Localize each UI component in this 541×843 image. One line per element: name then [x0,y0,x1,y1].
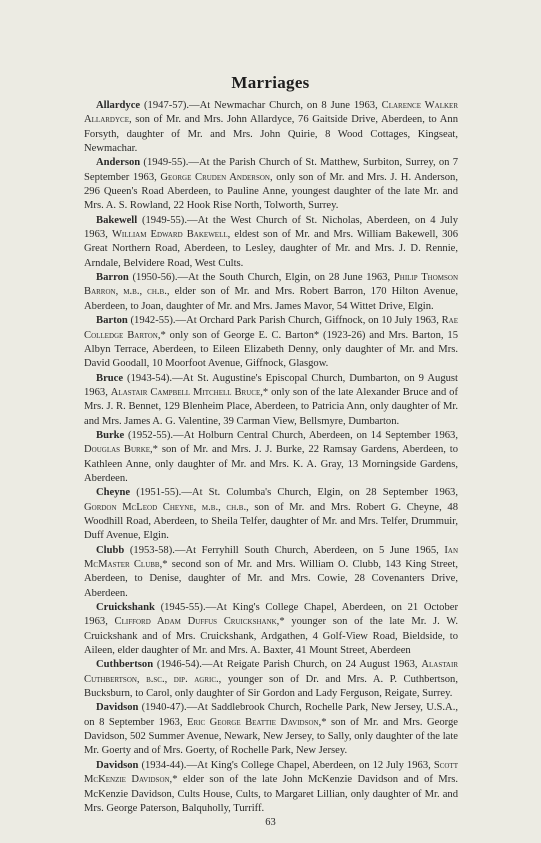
entry-details: , elder son of Mr. and Mrs. Robert Barron, 170 Hilton Avenue, Aberdeen, to Joan, daughter of Mr. and Mrs. James Mavor, 54 Wittet Drive, Elgin. [84,286,459,312]
entry-details: , younger son of Dr. and Mrs. A. P. Cuthbertson, Bucksburn, to Carol, only daughter of Sir Gordon and Lady Ferguson, Reigate, Surrey. [84,673,458,700]
marriage-entry [84,271,458,314]
entry-surname: Burke [96,429,125,441]
entry-details: elder son of the late John McKenzie Davidson and of Mrs. McKenzie Davidson, Cults House, Cults, to Margaret Lillian, only daughter of Mr. and Mrs. George Paterson, Balquholly, Turriff. [84,774,459,814]
entry-details: , eldest son of Mr. and Mrs. William Bakewell, 306 Great Northern Road, Aberdeen, to Lesley, daughter of Mr. and Mrs. J. D. Rennie, Arndale, Belvidere Road, West Cults. [84,229,459,269]
entry-groom-name: George Cruden Anderson [160,171,270,183]
page-number: 63 [265,817,276,828]
entry-dates-and-venue: (1943-54).—At St. Augustine's Episcopal Church, Dumbarton, on 9 August 1963, [84,372,458,398]
entry-surname: Allardyce [96,100,141,111]
entry-dates-and-venue: (1949-55).—At the Parish Church of St. Matthew, Surbiton, Surrey, on 7 September 1963, [84,157,458,183]
entry-groom-name: Alastair Campbell Mitchell Bruce,* [110,386,269,398]
entry-surname: Cheyne [96,487,131,499]
entry-details: only son of George E. C. Barton* (1923-26) and Mrs. Barton, 15 Albyn Terrace, Aberdeen, to Eileen Elizabeth Denny, only daughter of Mr. and Mrs. David Goodall, 10 Moorfoot Avenue, Giffnock, Glasgow. [84,329,458,370]
marriage-entry [84,214,458,271]
marriage-entry [84,372,458,429]
entry-surname: Cuthbertson [96,659,154,671]
entry-details: younger son of the late Mr. J. W. Cruickshank and of Mrs. Cruickshank, Ardgathen, 4 Golf-View Road, Bieldside, to Aileen, elder daughter of Mr. and Mrs. A. Baxter, 41 Mount Street, Aberdeen [84,616,458,657]
entry-details: son of Mr. and Mrs. George Davidson, 502 Summer Avenue, Newark, New Jersey, to Sally, only daughter of the late Mr. Goerty and of Mrs. Goerty, of Rochelle Park, New Jersey. [84,716,459,757]
entry-groom-name: Eric George Beattie Davidson,* [186,716,327,728]
entry-surname: Anderson [96,157,141,169]
entry-surname: Davidson [96,759,139,771]
entry-groom-name: Douglas Burke,* [84,444,158,456]
entry-dates-and-venue: (1953-58).—At Ferryhill South Church, Aberdeen, on 5 June 1965, [124,544,445,556]
entry-groom-name: Ian McMaster Clubb,* [84,544,458,570]
entry-details: , son of Mr. and Mrs. Robert G. Cheyne, 48 Woodhill Road, Aberdeen, to Sheila Telfer, daughter of Mr. and Mrs. Telfer, Drummuir, Duff Avenue, Elgin. [84,501,458,542]
marriage-entry [84,701,458,758]
marriage-list [84,99,458,816]
entry-dates-and-venue: (1940-47).—At Saddlebrook Church, Rochelle Park, New Jersey, U.S.A., on 8 September 1963, [84,702,458,728]
entry-groom-name: Philip Thomson Barron, m.b., ch.b. [84,272,459,298]
entry-dates-and-venue: (1951-55).—At St. Columba's Church, Elgin, on 28 September 1963, [130,487,458,499]
marriage-entry [84,759,458,816]
entry-surname: Bakewell [96,214,138,226]
entry-surname: Davidson [96,702,139,714]
entry-surname: Clubb [96,544,125,556]
entry-details: second son of Mr. and Mrs. William O. Clubb, 143 King Street, Aberdeen, to Denise, daughter of Mr. and Mrs. Cowie, 28 Covenanters Drive, Aberdeen. [84,559,458,599]
entry-groom-name: William Edward Bakewell [111,229,228,241]
marriage-entry [84,156,458,213]
entry-dates-and-venue: (1950-56).—At the South Church, Elgin, on 28 June 1963, [128,272,394,284]
marriage-entry [84,544,458,601]
entry-surname: Barton [96,315,128,327]
entry-details: only son of the late Alexander Bruce and of Mrs. J. R. Bennet, 129 Blenheim Place, Aberdeen, to Patricia Ann, only daughter of Mr. and Mrs. James A. G. Valentine, 39 Carman View, Bellsmyre, Dumbarton. [84,386,458,427]
entry-dates-and-venue: (1947-57).—At Newmachar Church, on 8 June 1963, [140,100,382,111]
entry-dates-and-venue: (1942-55).—At Orchard Park Parish Church, Giffnock, on 10 July 1963, [127,315,442,327]
entry-groom-name: Clifford Adam Duffus Cruickshank,* [114,616,285,628]
entry-groom-name: Scott McKenzie Davidson,* [84,759,458,786]
entry-groom-name: Alastair Cuthbertson, b.sc., dip. agric. [84,659,458,685]
entry-groom-name: Clarence Walker Allardyce [84,100,458,126]
entry-dates-and-venue: (1945-55).—At King's College Chapel, Aberdeen, on 21 October 1963, [84,602,458,628]
entry-surname: Cruickshank [96,602,155,614]
entry-surname: Barron [96,272,129,284]
page-title: Marriages [231,73,310,92]
entry-details: son of Mr. and Mrs. J. J. Burke, 22 Ramsay Gardens, Aberdeen, to Kathleen Anne, only daughter of Mr. and Mrs. K. A. Gray, 13 Morningside Gardens, Aberdeen. [84,444,458,484]
entry-details: , only son of Mr. and Mrs. J. H. Anderson, 296 Queen's Road Aberdeen, to Pauline Anne, youngest daughter of the late Mr. and Mrs. A. S. Rowland, 22 Hook Rise North, Tolworth, Surrey. [84,171,458,212]
entry-dates-and-venue: (1952-55).—At Holburn Central Church, Aberdeen, on 14 September 1963, [124,429,458,441]
entry-surname: Bruce [96,372,124,384]
entry-groom-name: Gordon McLeod Cheyne, m.b., ch.b. [84,501,247,513]
marriage-entry [84,429,458,486]
marriage-entry [84,99,458,156]
marriage-entry [84,486,458,543]
marriage-entry [84,314,458,371]
marriage-entry [84,658,458,701]
entry-groom-name: Rae Colledge Barton,* [84,315,458,341]
entry-details: , son of Mr. and Mrs. John Allardyce, 76 Gaitside Drive, Aberdeen, to Ann Forsyth, daughter of Mr. and Mrs. John Quirie, 8 Wood Cottages, Kingseat, Newmachar. [84,114,458,155]
entry-dates-and-venue: (1934-44).—At King's College Chapel, Aberdeen, on 12 July 1963, [138,759,434,771]
marriage-entry [84,601,458,658]
entry-dates-and-venue: (1946-54).—At Reigate Parish Church, on 24 August 1963, [153,659,422,671]
entry-dates-and-venue: (1949-55).—At the West Church of St. Nicholas, Aberdeen, on 4 July 1963, [84,214,458,241]
